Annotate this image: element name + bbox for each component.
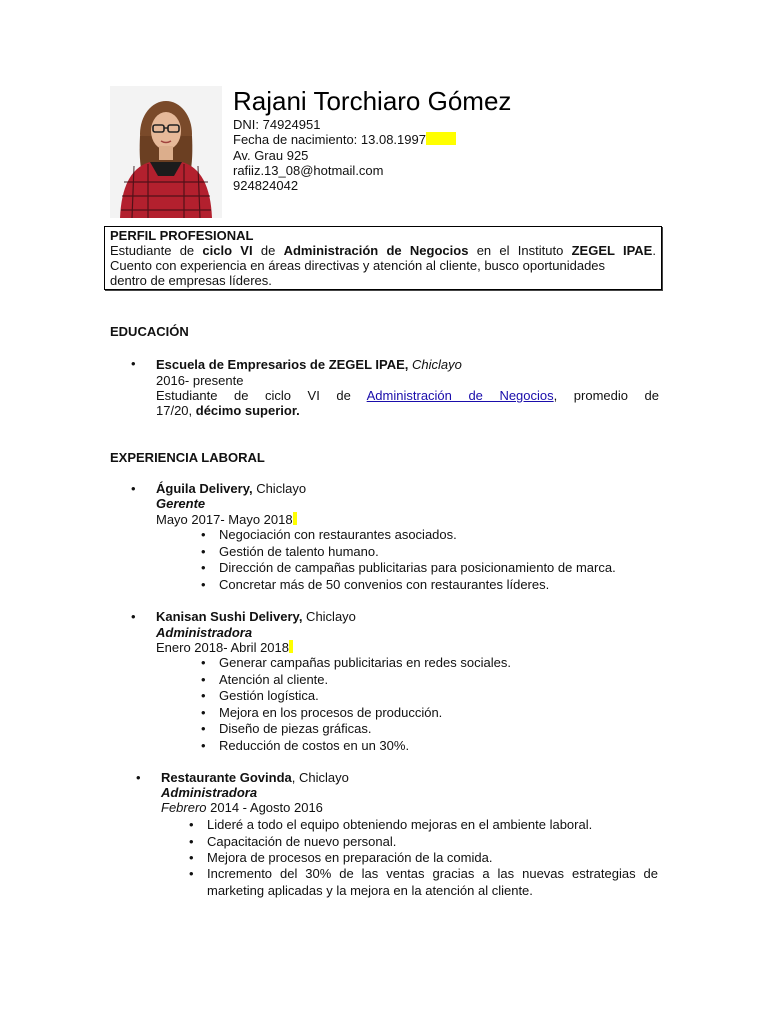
experience-title: EXPERIENCIA LABORAL [110,450,265,465]
job-company: Restaurante Govinda, Chiclayo [161,770,349,785]
highlight-mark [426,132,456,145]
bullet-icon: • [131,609,136,624]
bullet-icon: • [189,866,194,881]
education-title: EDUCACIÓN [110,324,189,339]
job-task-list [207,817,592,867]
job-task-list [219,527,616,593]
highlight-mark [293,512,297,525]
job-role: Administradora [156,625,253,640]
list-item-continued: marketing aplicadas y la mejora en la atención al cliente. [207,883,533,898]
highlight-mark [289,640,293,653]
list-item: • Generar campañas publicitarias en redes sociales. [219,655,511,672]
address: Av. Grau 925 [233,148,309,163]
job-role: Administradora [161,785,258,800]
job-period: Mayo 2017- Mayo 2018 [156,512,297,527]
job-period: Febrero 2014 - Agosto 2016 [161,800,323,815]
list-item: • Mejora de procesos en preparación de la comida. [207,850,592,867]
birth-date-text: Fecha de nacimiento: 13.08.1997 [233,132,426,147]
profile-line-3: dentro de empresas líderes. [110,273,272,288]
dni: DNI: 74924951 [233,117,321,132]
job-period: Enero 2018- Abril 2018 [156,640,293,655]
bullet-icon: • [136,770,141,785]
list-item: • Capacitación de nuevo personal. [207,834,592,851]
list-item: Incremento del 30% de las ventas gracias a las nuevas estrategias de [207,866,658,881]
list-item: • Gestión de talento humano. [219,544,616,561]
list-item: • Dirección de campañas publicitarias para posicionamiento de marca. [219,560,616,577]
list-item: • Atención al cliente. [219,672,511,689]
phone: 924824042 [233,178,299,193]
school-detail-2: 17/20, décimo superior. [156,403,300,418]
person-photo-icon [110,86,222,218]
school-detail-1: Estudiante de ciclo VI de Administración de Negocios, promedio de [156,388,659,403]
profile-line-2: Cuento con experiencia en áreas directivas y atención al cliente, busco oportunidades [110,258,606,273]
list-item: • Diseño de piezas gráficas. [219,721,511,738]
list-item: • Negociación con restaurantes asociados. [219,527,616,544]
list-item: • Mejora en los procesos de producción. [219,705,511,722]
job-company: Kanisan Sushi Delivery, Chiclayo [156,609,356,624]
degree-link[interactable]: Administración de Negocios [366,388,554,403]
job-company: Águila Delivery, Chiclayo [156,481,307,496]
list-item: • Lideré a todo el equipo obteniendo mejoras en el ambiente laboral. [207,817,592,834]
profile-section [104,226,662,290]
bullet-icon: • [131,481,136,496]
profile-title: PERFIL PROFESIONAL [110,228,254,243]
list-item: • Concretar más de 50 convenios con restaurantes líderes. [219,577,616,594]
birth-date [233,132,456,147]
profile-photo [110,86,222,218]
email: rafiiz.13_08@hotmail.com [233,163,384,178]
list-item: • Reducción de costos en un 30%. [219,738,511,755]
bullet-icon: • [131,356,136,371]
school-period: 2016- presente [156,373,244,388]
list-item: • Gestión logística. [219,688,511,705]
school-name: Escuela de Empresarios de ZEGEL IPAE, Chiclayo [156,357,462,372]
job-role: Gerente [156,496,206,511]
job-task-list [219,655,511,754]
profile-line-1: Estudiante de ciclo VI de Administración de Negocios en el Instituto ZEGEL IPAE. [110,243,656,258]
candidate-name: Rajani Torchiaro Gómez [233,86,512,116]
